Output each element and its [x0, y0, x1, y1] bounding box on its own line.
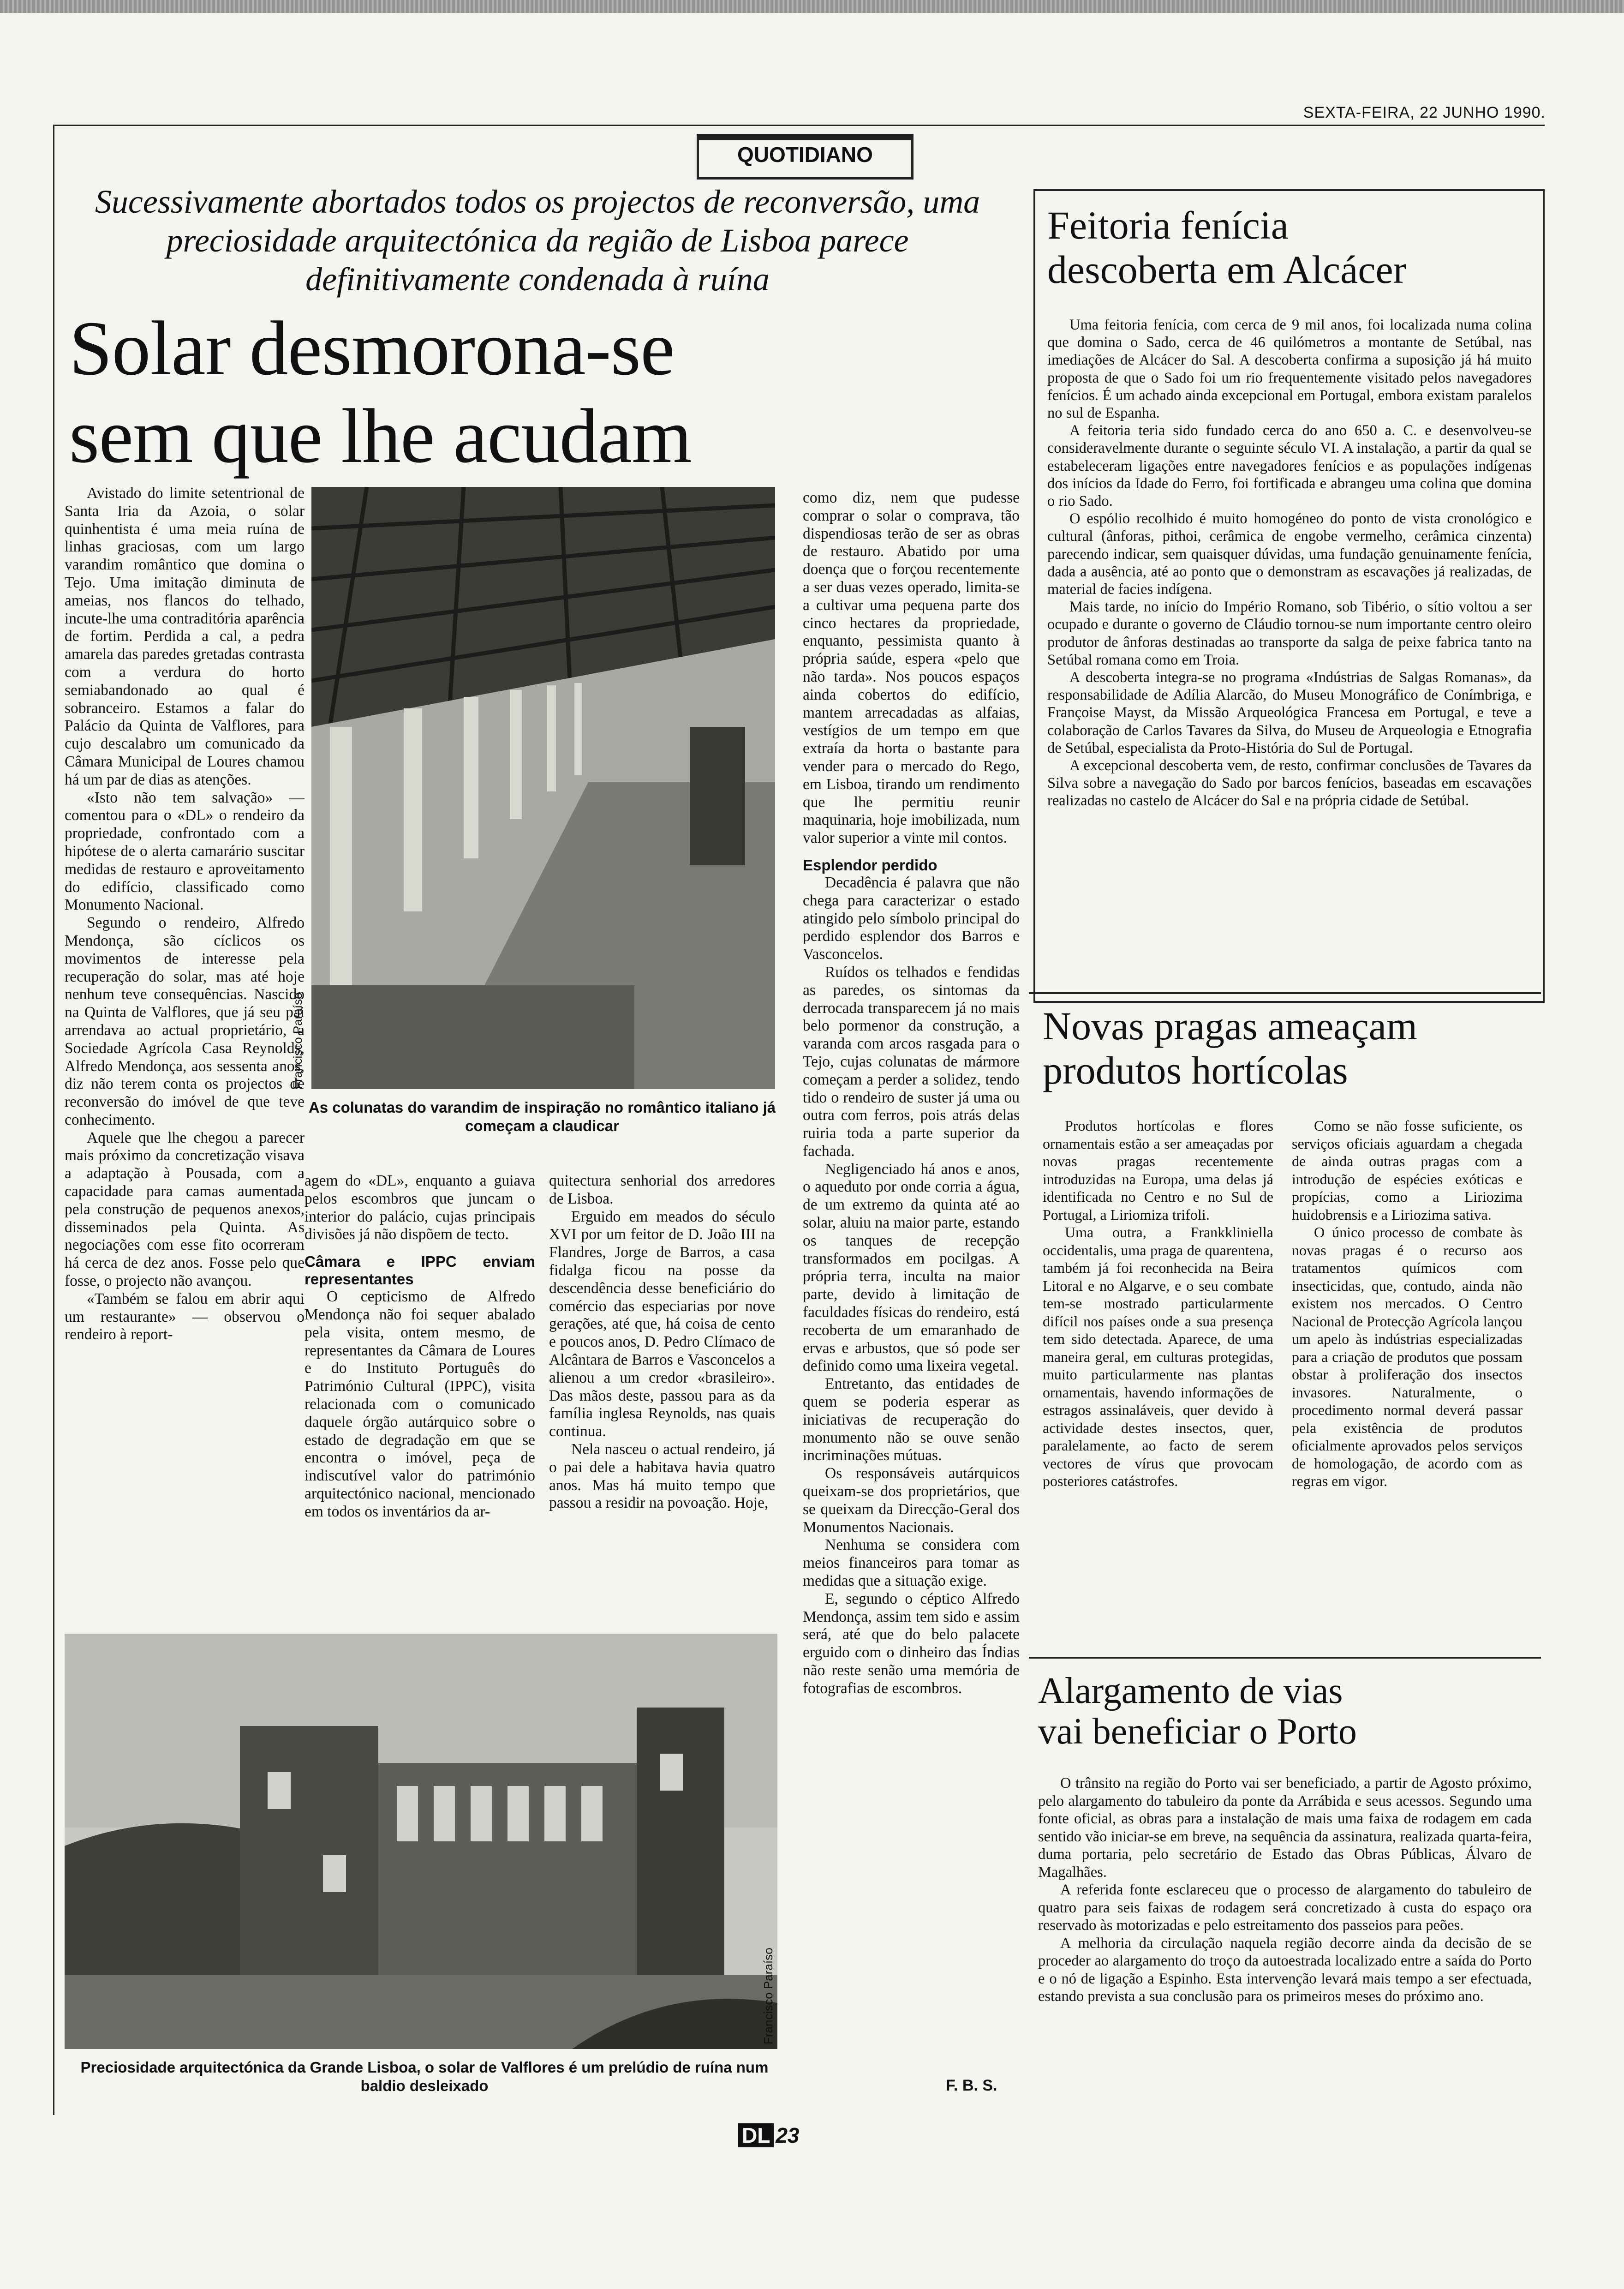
paragraph: E, segundo o céptico Alfredo Mendonça, assim tem sido e assim será, até que do belo palacete erguido com o dinheiro das Índias não reste senão uma memória de fotografias de escombros.	[803, 1590, 1020, 1697]
paragraph: Negligenciado há anos e anos, o aqueduto por onde corria a água, de um extremo da quinta até ao solar, aluiu na maior parte, estando os tanques de recepção transformados em pocilgas. A própria terra, inculta na maior parte, devido à limitação de faculdades físicas do rendeiro, está recoberta de um emaranhado de ervas e arbustos, que só pode ser definido como uma lixeira vegetal.	[803, 1160, 1020, 1375]
box2-top-rule	[1029, 992, 1541, 994]
paragraph: Nenhuma se considera com meios financeiros para tomar as medidas que a situação exige.	[803, 1536, 1020, 1590]
box3-title	[1038, 1671, 1532, 1752]
main-headline	[69, 305, 1006, 480]
headline-line-2: sem que lhe acudam	[69, 393, 692, 479]
colonnade-image	[311, 487, 775, 1089]
paragraph: quitectura senhorial dos arredores de Lisboa.	[549, 1172, 775, 1207]
paragraph: Como se não fosse suficiente, os serviços oficiais aguardam a chegada de ainda outras pragas com a introdução de espécies exóticas e propícias, como a Liriozima huidobrensis e a Liriozima sativa.	[1292, 1117, 1522, 1223]
article-column-4	[803, 489, 1020, 1698]
box2-title-line-2: produtos hortícolas	[1043, 1048, 1348, 1092]
paragraph: Erguido em meados do século XVI por um feitor de D. João III na Flandres, Jorge de Barros, a casa fidalga ficou na posse da descendência desse beneficiário do comércio das especiarias por nove gerações, até que, há coisa de cento e poucos anos, D. Pedro Clímaco de Alcântara de Barros e Vasconcelos a alienou a um credor «brasileiro». Das mãos deste, passou para as da família inglesa Reynolds, nas quais continua.	[549, 1208, 775, 1440]
box2-title-line-1: Novas pragas ameaçam	[1043, 1004, 1417, 1048]
paragraph: Uma feitoria fenícia, com cerca de 9 mil anos, foi localizada numa colina que domina o Sado, cerca de 46 quilómetros a montante de Setúbal, nas imediações de Alcácer do Sal. A descoberta confirma a suposição já há muito proposta de que o Sado foi um rio frequentemente visitado pelos navegadores fenícios. É um achado ainda excepcional em Portugal, embora existam paralelos no sul de Espanha.	[1047, 317, 1532, 422]
box1-title-line-2: descoberta em Alcácer	[1047, 247, 1407, 292]
page-number: 23	[776, 2123, 800, 2147]
box2-column-1	[1043, 1117, 1273, 1490]
paragraph: Segundo o rendeiro, Alfredo Mendonça, são cíclicos os movimentos de interesse pela recuperação do solar, mas até hoje nenhum teve consequências. Nascido na Quinta de Valflores, que já seu pai arrendava ao actual proprietário, a Sociedade Agrícola Casa Reynolds, Alfredo Mendonça, aos sessenta anos, diz não terem conta os projectos de reconversão do imóvel de que teve conhecimento.	[65, 914, 304, 1128]
paragraph: Decadência é palavra que não chega para caracterizar o estado atingido pelo símbolo principal do perdido esplendor dos Barros e Vasconcelos.	[803, 874, 1020, 963]
box3-top-rule	[1029, 1657, 1541, 1659]
paragraph: O único processo de combate às novas pragas é o recurso aos tratamentos químicos com insecticidas, que, contudo, ainda não existem nos mercados. O Centro Nacional de Protecção Agrícola lançou um apelo às indústrias especializadas para a criação de produtos que possam obstar à proliferação dos insectos invasores. Naturalmente, o procedimento normal deverá passar pela existência de produtos oficialmente aprovados pelos serviços de homologação, de acordo com as regras em vigor.	[1292, 1224, 1522, 1489]
paragraph: Uma outra, a Frankkliniella occidentalis, uma praga de quarentena, também já foi reconhecida na Beira Litoral e no Algarve, e o seu combate tem-se mostrado particularmente difícil nos países onde a sua presença tem sido detectada. Aparece, de uma maneira geral, em culturas protegidas, muito particularmente nas plantas ornamentais, havendo informações de estragos assinaláveis, quer devido à actividade destes insectos, quer, paralelamente, ao facto de serem vectores de vírus que provocam posteriores catástrofes.	[1043, 1224, 1273, 1489]
paragraph: agem do «DL», enquanto a guiava pelos escombros que juncam o interior do palácio, cujas principais divisões já não dispõem de tecto.	[304, 1172, 535, 1243]
article-column-1	[65, 485, 304, 1344]
folio	[738, 2123, 800, 2148]
main-subheadline: Sucessivamente abortados todos os projectos de reconversão, uma preciosidade arquitectónica da região de Lisboa parece definitivamente condenada à ruína	[95, 183, 980, 298]
paragraph: A excepcional descoberta vem, de resto, confirmar conclusões de Tavares da Silva sobre a navegação do Sado por barcos fenícios, baseadas em escavações realizadas no castelo de Alcácer do Sal e na própria cidade de Setúbal.	[1047, 757, 1532, 809]
paragraph: O trânsito na região do Porto vai ser beneficiado, a partir de Agosto próximo, pelo alargamento do tabuleiro da ponte da Arrábida e seus acessos. Segundo uma fonte oficial, as obras para a instalação de mais uma faixa de rodagem em cada sentido vão iniciar-se em breve, na sequência da assinatura, realizada quarta-feira, duma portaria, pelo secretário de Estado das Obras Públicas, Álvaro de Magalhães.	[1038, 1775, 1532, 1881]
paragraph: A feitoria teria sido fundado cerca do ano 650 a. C. e desenvolveu-se consideravelmente durante o seguinte século VI. A instalação, a partir da qual se estabeleceram ligações entre navegadores fenícios e as populações indígenas dos inícios da Idade do Ferro, foi fortificada e abrangeu uma colina que domina o rio Sado.	[1047, 422, 1532, 510]
paragraph: A referida fonte esclareceu que o processo de alargamento do tabuleiro de quatro para seis faixas de rodagem será concretizado à custa do espaço ora reservado às motorizadas e pelo estreitamento dos passeios para peões.	[1038, 1882, 1532, 1934]
box1-body	[1047, 316, 1532, 810]
section-label: QUOTIDIANO	[697, 134, 914, 180]
photo-manor	[65, 1634, 777, 2049]
paragraph: O espólio recolhido é muito homogéneo do ponto de vista cronológico e cultural (ânforas, pithoi, cerâmica de engobe vermelho, cerâmica cinzenta) parecendo indicar, sem quaisquer dúvidas, uma fundação genuinamente fenícia, dada a ausência, até ao ponto que o demonstram as escavações já realizadas, de material de facies indígena.	[1047, 510, 1532, 598]
box2-title	[1043, 1004, 1532, 1092]
photo-colonnade	[311, 487, 775, 1089]
box3-body	[1038, 1774, 1532, 2006]
paragraph: O cepticismo de Alfredo Mendonça não foi sequer abalado pela visita, ontem mesmo, de representantes da Câmara de Loures e do Instituto Português do Património Cultural (IPPC), visita relacionada com o comunicado daquele órgão autárquico sobre o estado de degradação em que se encontra o imóvel, peça de indiscutível valor do património arquitectónico nacional, mencionado em todos os inventários da ar-	[304, 1288, 535, 1520]
box1-title-line-1: Feitoria fenícia	[1047, 203, 1289, 247]
photo1-caption: As colunatas do varandim de inspiração no romântico italiano já começam a claudicar	[308, 1099, 776, 1134]
box3-title-line-1: Alargamento de vias	[1038, 1671, 1343, 1711]
article-column-2	[304, 1172, 535, 1521]
box1-title	[1047, 203, 1532, 292]
box2-column-2	[1292, 1117, 1522, 1490]
paragraph: Aquele que lhe chegou a parecer mais próximo da concretização visava a adaptação à Pousada, com a capacidade para camas aumentada pela construção de pequenos anexos, disseminados pela Quinta. As negociações com esse fito ocorreram há cerca de dez anos. Fosse pelo que fosse, o projecto não avançou.	[65, 1129, 304, 1290]
paragraph: como diz, nem que pudesse comprar o solar o comprava, tão dispendiosas terão de ser as obras de restauro. Abatido por uma doença que o forçou recentemente a ser duas vezes operado, limita-se a cultivar uma pequena parte dos cinco hectares da propriedade, enquanto, pessimista quanto à própria saúde, espera «pelo que não tarda». Nos poucos espaços ainda cobertos do edifício, mantem arrecadadas as alfaias, vestígios de um tempo em que extraía da horta o bastante para vender para o mercado do Rego, em Lisboa, tirando um rendimento que lhe permitiu reunir maquinaria, hoje imobilizada, num valor superior a vinte mil contos.	[803, 489, 1020, 847]
paragraph: «Também se falou em abrir aqui um restaurante» — observou o rendeiro à report-	[65, 1290, 304, 1343]
photo1-credit: Francisco Paraíso	[291, 992, 304, 1089]
article-column-3	[549, 1172, 775, 1512]
paragraph: Os responsáveis autárquicos queixam-se dos proprietários, que se queixam da Direcção-Geral dos Monumentos Nacionais.	[803, 1465, 1020, 1536]
article-signature: F. B. S.	[946, 2077, 997, 2094]
column-subhead: Esplendor perdido	[803, 856, 937, 874]
paragraph: «Isto não tem salvação» — comentou para o «DL» o rendeiro da propriedade, confrontado com a hipótese de o alerta camarário suscitar medidas de restauro e aproveitamento do edifício, classificado como Monumento Nacional.	[65, 789, 304, 914]
paragraph: Entretanto, das entidades de quem se poderia esperar as iniciativas de recuperação do monumento não se ouve senão incriminações mútuas.	[803, 1375, 1020, 1464]
paragraph: Produtos hortícolas e flores ornamentais estão a ser ameaçadas por novas pragas recentemente introduzidas na Europa, uma delas já identificada no Centro e no Sul de Portugal, a Liriomiza trifoli.	[1043, 1117, 1273, 1223]
paragraph: Avistado do limite setentrional de Santa Iria da Azoia, o solar quinhentista é uma meia ruína de linhas graciosas, com um largo varandim romântico que domina o Tejo. Uma imitação diminuta de ameias, nos flancos do telhado, incute-lhe uma contraditória aparência de fortim. Perdida a cal, a pedra amarela das paredes gretadas contrasta com a verdura do horto semiabandonado ao qual é sobranceiro. Estamos a falar do Palácio da Quinta de Valflores, para cujo descalabro um comunicado da Câmara Municipal de Loures chamou há um par de dias as atenções.	[65, 485, 304, 788]
top-edge-rule	[0, 0, 1624, 13]
dl-logo: DL	[738, 2123, 774, 2147]
column-subhead: Câmara e IPPC enviam representantes	[304, 1253, 535, 1288]
paragraph: Mais tarde, no início do Império Romano, sob Tibério, o sítio voltou a ser ocupado e durante o governo de Cláudio tornou-se num importante centro oleiro produtor de ânforas destinadas ao transporte da salga de peixe fabrica tanto na Setúbal romana como em Troia.	[1047, 599, 1532, 668]
box3-title-line-2: vai beneficiar o Porto	[1038, 1711, 1357, 1752]
paragraph: A melhoria da circulação naquela região decorre ainda da decisão de se proceder ao alargamento do troço da autoestrada localizado entre a saída do Porto e o nó de ligação a Espinho. Esta intervenção levará mais tempo a ser efectuada, estando prevista a sua conclusão para os primeiros meses do próximo ano.	[1038, 1935, 1532, 2005]
paragraph: Nela nasceu o actual rendeiro, já o pai dele a habitava havia quatro anos. Mas há muito tempo que passou a residir na povoação. Hoje,	[549, 1440, 775, 1512]
paragraph: A descoberta integra-se no programa «Indústrias de Salgas Romanas», da responsabilidade de Adília Alarcão, do Museu Monográfico de Conímbriga, e Françoise Mayst, da Missão Arqueológica Francesa em Portugal, e teve a colaboração de Carlos Tavares da Silva, do Museu de Arqueologia e Etnografia de Setúbal, especialista da Proto-História do Sul de Portugal.	[1047, 669, 1532, 756]
photo2-caption: Preciosidade arquitectónica da Grande Lisboa, o solar de Valflores é um prelúdio de ruína num baldio desleixado	[80, 2059, 769, 2094]
headline-line-1: Solar desmorona-se	[69, 306, 675, 391]
manor-image	[65, 1634, 777, 2049]
photo2-credit: Francisco Paraíso	[761, 1947, 775, 2044]
paragraph: Ruídos os telhados e fendidas as paredes, os sintomas da derrocada transparecem já no mais belo pormenor da construção, a varanda com arcos rasgada para o Tejo, cujas colunatas de mármore começam a perder a solidez, tendo tido o rendeiro de suster já uma ou outra com ferros, pois atrás delas ruiria toda a parte superior da fachada.	[803, 963, 1020, 1160]
dateline: SEXTA-FEIRA, 22 JUNHO 1990.	[1303, 104, 1546, 121]
